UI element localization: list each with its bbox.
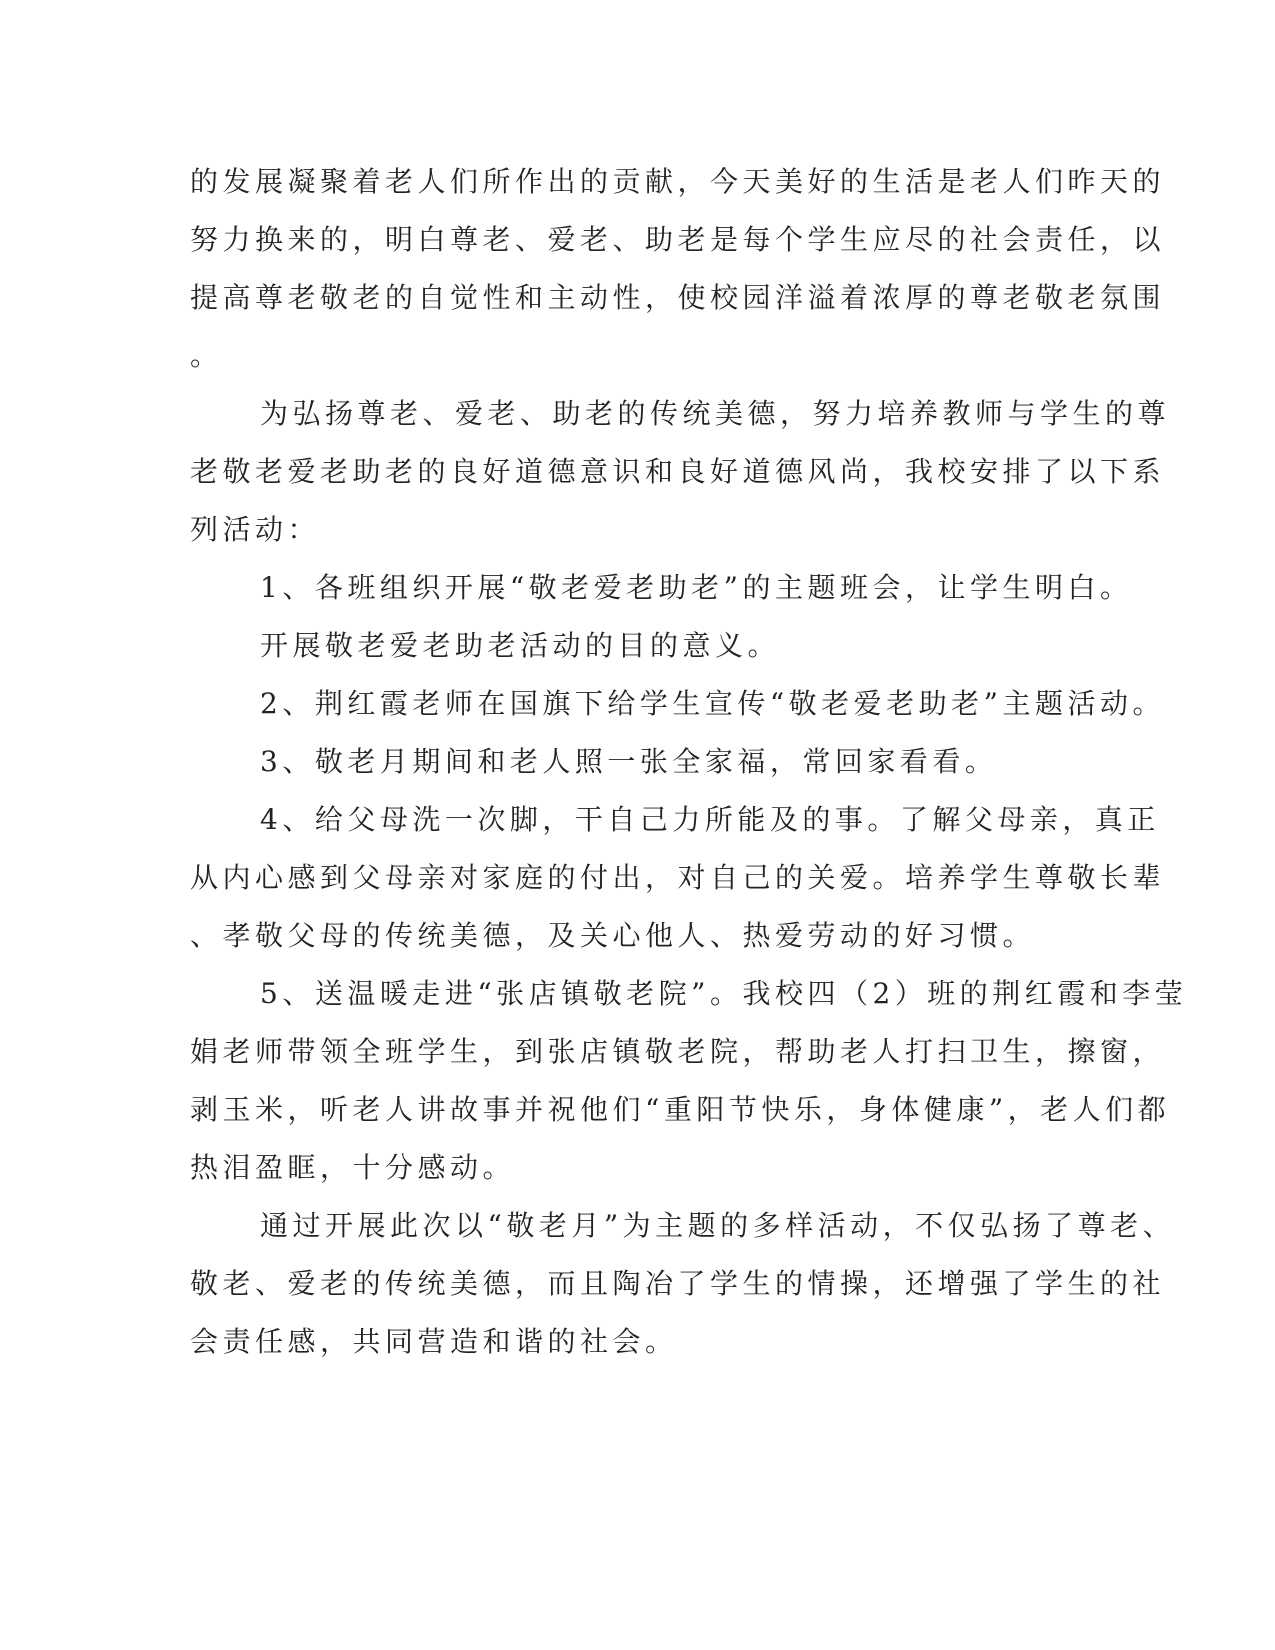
list-item: 4、给父母洗一次脚，干自己力所能及的事。了解父母亲，真正	[260, 803, 1160, 836]
paragraph-line: 、孝敬父母的传统美德，及关心他人、热爱劳动的好习惯。	[190, 919, 1036, 952]
paragraph-line: 通过开展此次以“敬老月”为主题的多样活动，不仅弘扬了尊老、	[260, 1209, 1176, 1242]
paragraph-line: 努力换来的，明白尊老、爱老、助老是每个学生应尽的社会责任，以	[190, 223, 1166, 256]
list-item: 3、敬老月期间和老人照一张全家福，常回家看看。	[260, 745, 998, 778]
paragraph-line: 敬老、爱老的传统美德，而且陶冶了学生的情操，还增强了学生的社	[190, 1267, 1166, 1300]
paragraph-line: 热泪盈眶，十分感动。	[190, 1151, 516, 1184]
paragraph-line: 娟老师带领全班学生，到张店镇敬老院，帮助老人打扫卫生，擦窗，	[190, 1035, 1166, 1068]
list-item: 5、送温暖走进“张店镇敬老院”。我校四（2）班的荆红霞和李莹	[260, 977, 1188, 1010]
paragraph-line: 剥玉米，听老人讲故事并祝他们“重阳节快乐，身体健康”，老人们都	[190, 1093, 1171, 1126]
paragraph-line: 开展敬老爱老助老活动的目的意义。	[260, 629, 781, 662]
paragraph-line: 。	[190, 339, 223, 372]
paragraph-line: 从内心感到父母亲对家庭的付出，对自己的关爱。培养学生尊敬长辈	[190, 861, 1166, 894]
list-item: 2、荆红霞老师在国旗下给学生宣传“敬老爱老助老”主题活动。	[260, 687, 1165, 720]
paragraph-line: 老敬老爱老助老的良好道德意识和良好道德风尚，我校安排了以下系	[190, 455, 1166, 488]
paragraph-line: 会责任感，共同营造和谐的社会。	[190, 1325, 678, 1358]
paragraph-line: 的发展凝聚着老人们所作出的贡献，今天美好的生活是老人们昨天的	[190, 165, 1166, 198]
paragraph-line: 为弘扬尊老、爱老、助老的传统美德，努力培养教师与学生的尊	[260, 397, 1171, 430]
paragraph-line: 列活动：	[190, 513, 321, 546]
list-item: 1、各班组织开展“敬老爱老助老”的主题班会，让学生明白。	[260, 571, 1133, 604]
paragraph-line: 提高尊老敬老的自觉性和主动性，使校园洋溢着浓厚的尊老敬老氛围	[190, 281, 1166, 314]
